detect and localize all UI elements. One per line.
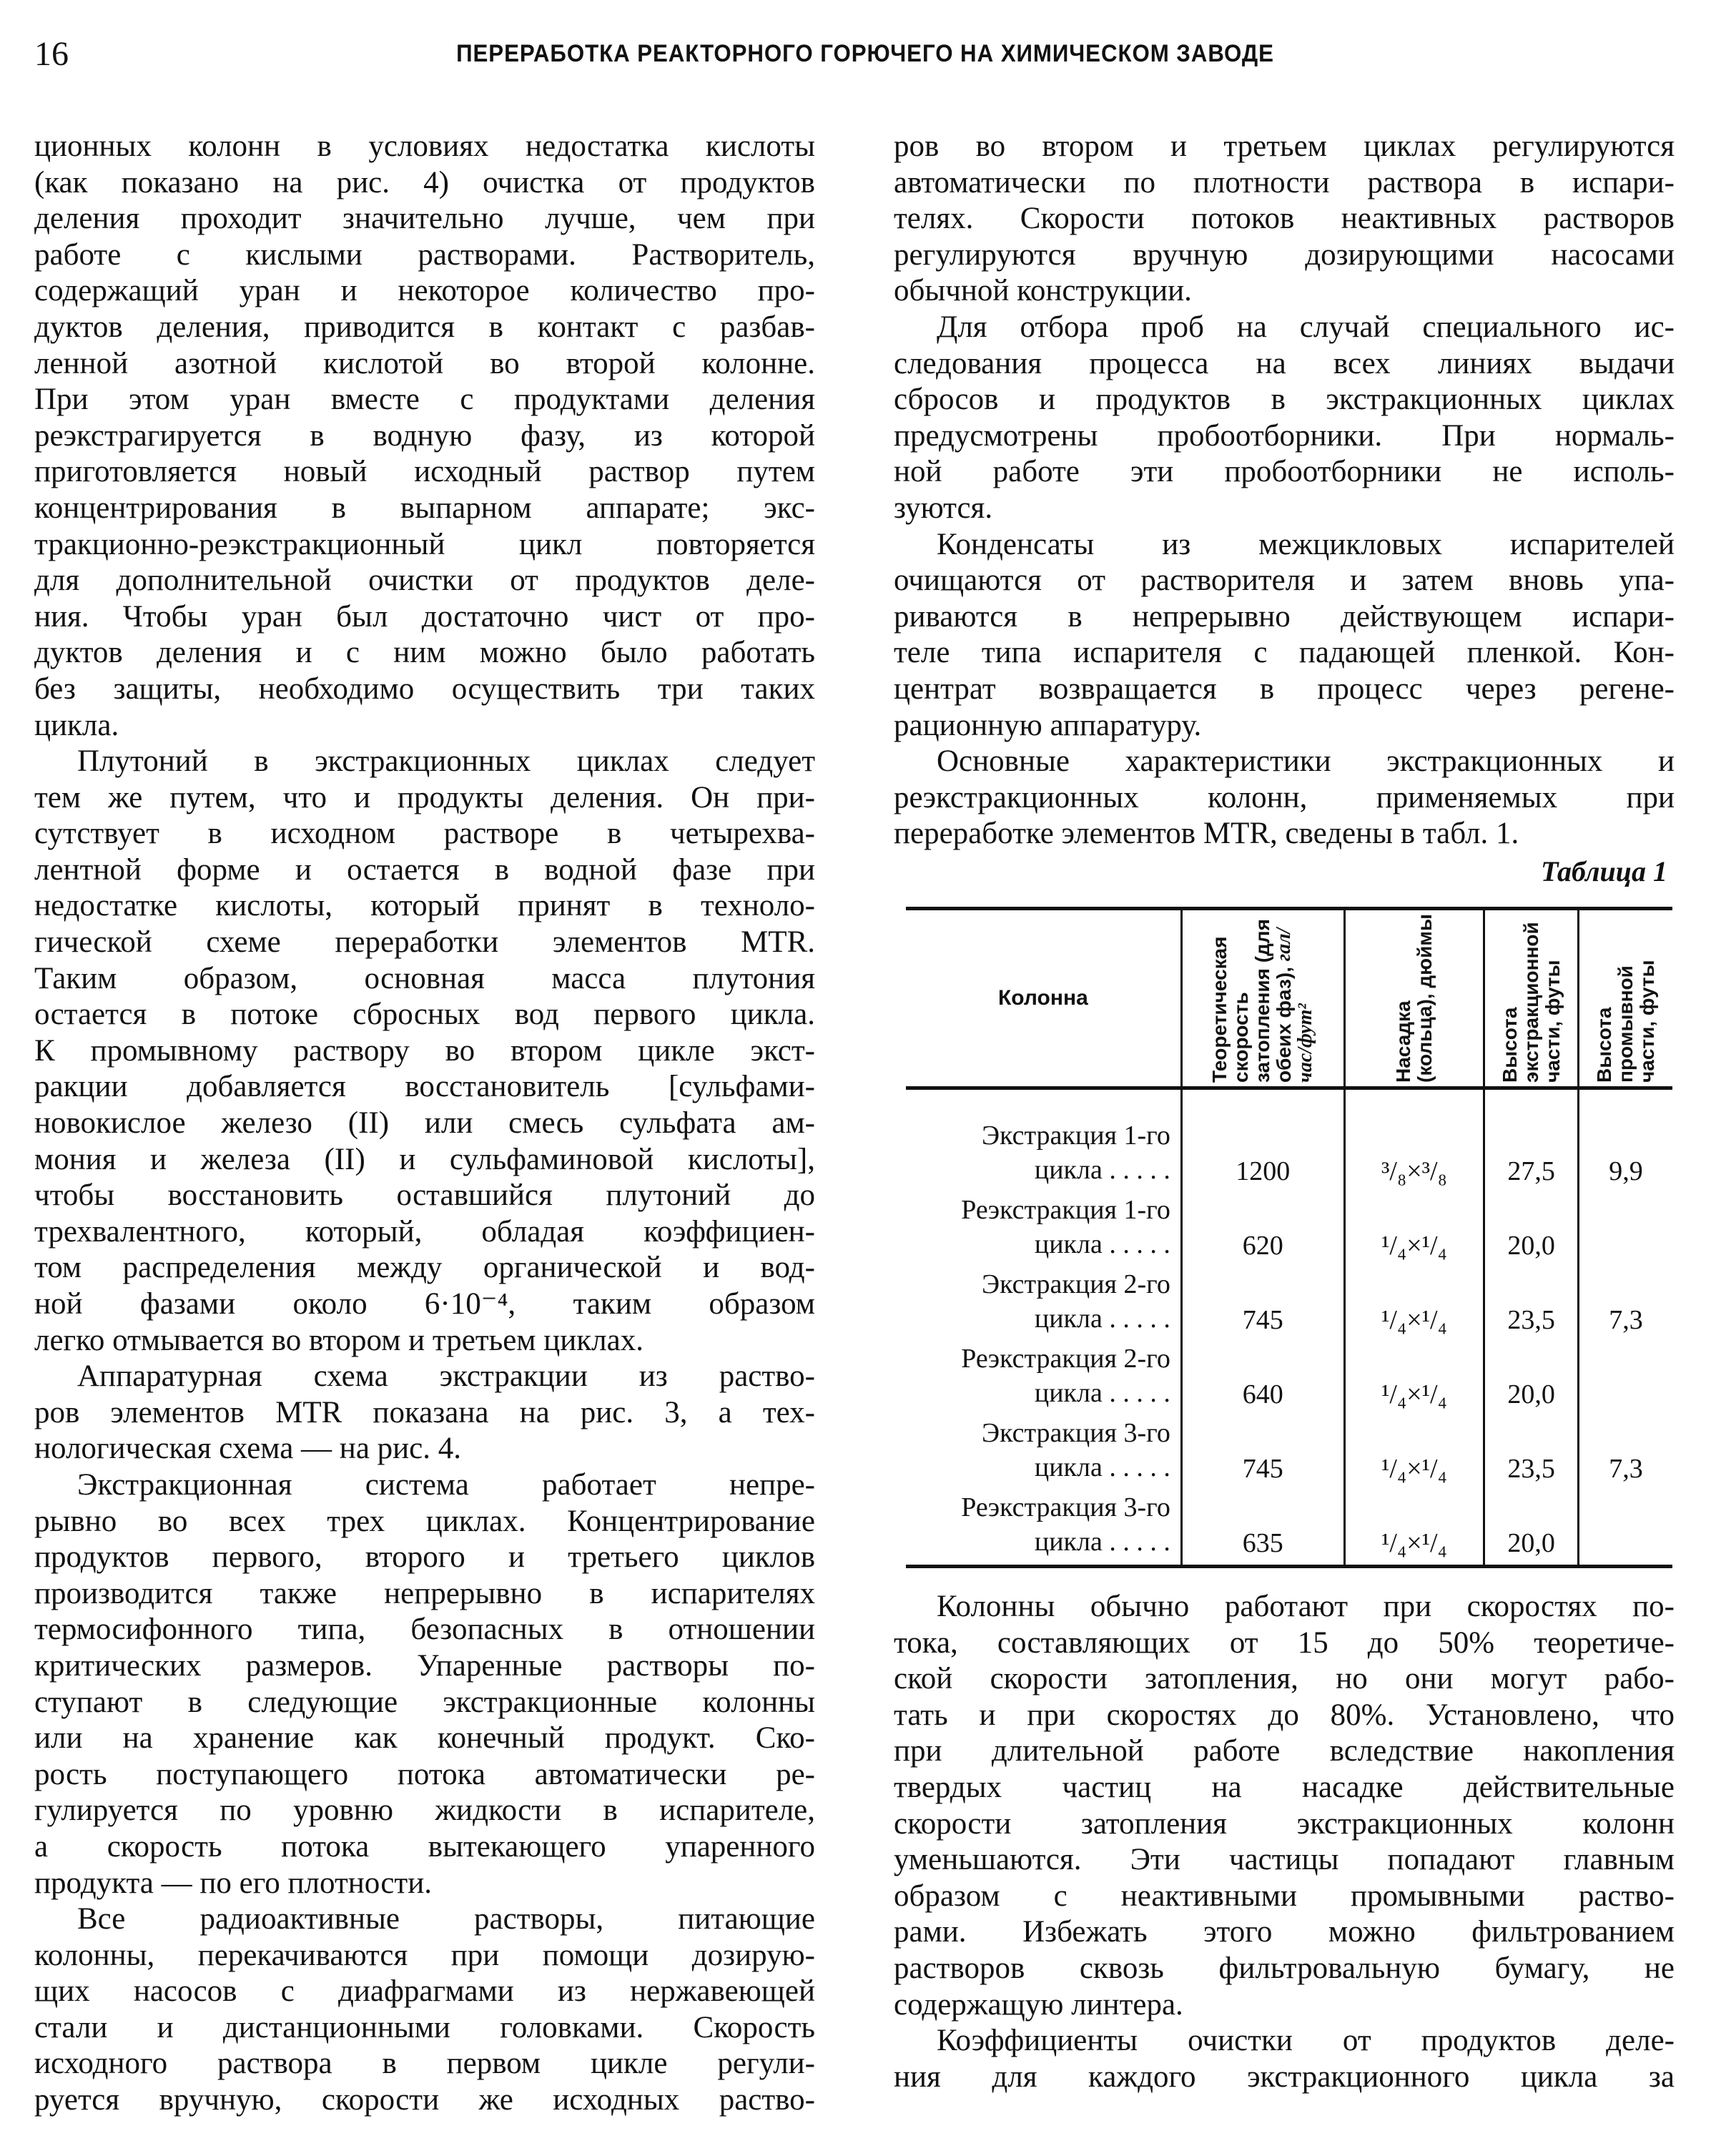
- table-row: [906, 1267, 1672, 1342]
- text-line: щих насосов с диафрагмами из нержавеющей: [34, 1974, 815, 2009]
- text-line: сутствует в исходном растворе в четырехва-: [34, 817, 815, 851]
- text-line: К промывному раствору во втором цикле экст-: [34, 1033, 815, 1068]
- cell-extraction-height: 20,0: [1484, 1342, 1579, 1416]
- text-line: недостатке кислоты, который принят в техноло-: [34, 889, 815, 923]
- header-scrub-height: [1579, 909, 1672, 1088]
- cell-extraction-height: 27,5: [1484, 1088, 1579, 1193]
- text-line: стали и дистанционными головками. Скорость: [34, 2010, 815, 2044]
- cell-scrub-height: 7,3: [1579, 1267, 1672, 1342]
- cell-extraction-height: 20,0: [1484, 1490, 1579, 1567]
- text-line: скорости затопления экстракционных колонн: [894, 1806, 1675, 1841]
- header-extraction-height: [1484, 909, 1579, 1088]
- text-line: Колонны обычно работают при скоростях по-: [937, 1590, 1675, 1623]
- paragraph: [34, 1359, 815, 1467]
- cell-flooding-rate: 1200: [1181, 1088, 1344, 1193]
- cell-column-name: [906, 1267, 1181, 1342]
- paragraph: [894, 2023, 1675, 2095]
- text-line: рами. Избежать этого можно фильтрованием: [894, 1915, 1675, 1949]
- cell-column-name: [906, 1088, 1181, 1193]
- text-line: Плутоний в экстракционных циклах следует: [77, 744, 815, 779]
- text-line: новокислое железо (II) или смесь сульфата ам-: [34, 1106, 815, 1141]
- text-line: риваются в непрерывно действующем испари-: [894, 599, 1675, 634]
- text-line: Таким образом, основная масса плутония: [34, 961, 815, 995]
- column-name-line: цикла . . . . .: [1034, 1378, 1170, 1408]
- cell-column-name: [906, 1490, 1181, 1567]
- column-name-line: цикла . . . . .: [1034, 1527, 1170, 1557]
- paragraph: [894, 527, 1675, 744]
- cell-packing: ¹/₄×¹/₄: [1344, 1416, 1484, 1490]
- text-line: трехвалентного, который, обладая коэффициен-: [34, 1214, 815, 1249]
- text-line: ров во втором и третьем циклах регулируются: [894, 129, 1675, 163]
- cell-scrub-height: 7,3: [1579, 1416, 1672, 1490]
- text-line: рывно во всех трех циклах. Концентрирование: [34, 1504, 815, 1538]
- text-line: цикла.: [34, 708, 119, 742]
- cell-scrub-height: 9,9: [1579, 1088, 1672, 1193]
- text-line: концентрирования в выпарном аппарате; экс-: [34, 491, 815, 525]
- column-name-line: Реэкстракция 1-го: [961, 1195, 1170, 1225]
- text-line: уменьшаются. Эти частицы попадают главным: [894, 1843, 1675, 1877]
- cell-column-name: [906, 1342, 1181, 1416]
- table-row: [906, 1342, 1672, 1416]
- cell-scrub-height: [1579, 1342, 1672, 1416]
- text-line: приготовляется новый исходный раствор путем: [34, 455, 815, 489]
- text-line: производится также непрерывно в испарителях: [34, 1576, 815, 1610]
- text-line: том распределения между органической и вод-: [34, 1251, 815, 1285]
- text-line: Конденсаты из межцикловых испарителей: [937, 527, 1675, 561]
- running-title: ПЕРЕРАБОТКА РЕАКТОРНОГО ГОРЮЧЕГО НА ХИМИЧЕСКОМ ЗАВОДЕ: [456, 40, 1274, 67]
- text-line: остается в потоке сбросных вод первого цикла.: [34, 998, 815, 1032]
- column-name-line: цикла . . . . .: [1034, 1229, 1170, 1259]
- cell-flooding-rate: 640: [1181, 1342, 1344, 1416]
- text-line: легко отмывается во втором и третьем циклах.: [34, 1323, 644, 1357]
- text-line: термосифонного типа, безопасных в отношении: [34, 1613, 815, 1647]
- text-line: предусмотрены пробоотборники. При нормаль-: [894, 418, 1675, 453]
- column-name-line: цикла . . . . .: [1034, 1304, 1170, 1334]
- text-line: реэкстрагируется в водную фазу, из которой: [34, 418, 815, 453]
- text-line: работе с кислыми растворами. Растворитель,: [34, 237, 815, 272]
- header-flooding-rate-text: Теоретическая скорость затопления (для обеих фаз),: [1208, 919, 1296, 1083]
- header-column: Колонна: [906, 909, 1181, 1088]
- table-row: [906, 1088, 1672, 1193]
- table-header-row: [906, 909, 1672, 1088]
- cell-scrub-height: [1579, 1490, 1672, 1567]
- header-flooding-rate-unit: гал/час/фут²: [1273, 927, 1317, 1083]
- cell-packing: ¹/₄×¹/₄: [1344, 1342, 1484, 1416]
- text-line: ния для каждого экстракционного цикла за: [894, 2059, 1675, 2094]
- paragraph: [894, 744, 1675, 852]
- right-column-bottom: [894, 1589, 1675, 2095]
- paragraph: [894, 129, 1675, 310]
- columns-table: [906, 907, 1672, 1568]
- text-line: ленной азотной кислотой во второй колонне.: [34, 346, 815, 380]
- text-line: рость поступающего потока автоматически ре-: [34, 1757, 815, 1791]
- text-line: телях. Скорости потоков неактивных растворов: [894, 202, 1675, 236]
- header-extraction-height-text: Высота экстракционной части, футы: [1498, 922, 1564, 1083]
- text-line: содержащий уран и некоторое количество про-: [34, 274, 815, 308]
- text-line: критических размеров. Упаренные растворы по-: [34, 1648, 815, 1683]
- text-line: для дополнительной очистки от продуктов деле-: [34, 563, 815, 598]
- column-name-line: Реэкстракция 3-го: [961, 1492, 1170, 1522]
- text-line: гической схеме переработки элементов MTR.: [34, 925, 815, 960]
- text-line: продукта — по его плотности.: [34, 1866, 432, 1900]
- cell-packing: ¹/₄×¹/₄: [1344, 1193, 1484, 1267]
- cell-extraction-height: 20,0: [1484, 1193, 1579, 1267]
- text-line: тракционно-реэкстракционный цикл повторяется: [34, 527, 815, 561]
- text-line: переработке элементов MTR, сведены в табл. 1.: [894, 817, 1519, 851]
- column-name-line: цикла . . . . .: [1034, 1452, 1170, 1482]
- text-line: дуктов деления и с ним можно было работать: [34, 636, 815, 670]
- cell-packing: ¹/₄×¹/₄: [1344, 1267, 1484, 1342]
- text-line: без защиты, необходимо осуществить три таких: [34, 671, 815, 706]
- text-line: лентной форме и остается в водной фазе при: [34, 852, 815, 887]
- text-line: Экстракционная система работает непре-: [77, 1467, 815, 1502]
- cell-extraction-height: 23,5: [1484, 1416, 1579, 1490]
- text-line: автоматически по плотности раствора в испари-: [894, 165, 1675, 200]
- text-line: или на хранение как конечный продукт. Ско-: [34, 1721, 815, 1756]
- right-column-top: [894, 129, 1675, 852]
- cell-column-name: [906, 1416, 1181, 1490]
- text-line: исходного раствора в первом цикле регули-: [34, 2047, 815, 2081]
- text-line: ционных колонн в условиях недостатка кислоты: [34, 129, 815, 163]
- header-flooding-rate: [1181, 909, 1344, 1088]
- text-line: деления проходит значительно лучше, чем при: [34, 202, 815, 236]
- text-line: ской скорости затопления, но они могут рабо-: [894, 1662, 1675, 1696]
- text-line: нологическая схема — на рис. 4.: [34, 1432, 462, 1466]
- table-row: [906, 1490, 1672, 1567]
- cell-flooding-rate: 745: [1181, 1267, 1344, 1342]
- text-line: сбросов и продуктов в экстракционных циклах: [894, 383, 1675, 417]
- text-line: ной работе эти пробоотборники не исполь-: [894, 455, 1675, 489]
- paragraph: [34, 129, 815, 744]
- text-line: Основные характеристики экстракционных и: [937, 744, 1675, 779]
- text-line: тока, составляющих от 15 до 50% теоретиче-: [894, 1625, 1675, 1660]
- cell-scrub-height: [1579, 1193, 1672, 1267]
- text-line: ступают в следующие экстракционные колонны: [34, 1685, 815, 1719]
- column-name-line: цикла . . . . .: [1034, 1155, 1170, 1185]
- text-line: продуктов первого, второго и третьего циклов: [34, 1540, 815, 1575]
- text-line: при длительной работе вследствие накопления: [894, 1734, 1675, 1768]
- column-name-line: Экстракция 2-го: [982, 1269, 1170, 1299]
- paragraph: [34, 1467, 815, 1901]
- table-row: [906, 1416, 1672, 1490]
- text-line: руется вручную, скорости же исходных раство-: [34, 2083, 815, 2117]
- text-line: обычной конструкции.: [894, 274, 1192, 308]
- cell-packing: ¹/₄×¹/₄: [1344, 1490, 1484, 1567]
- column-name-line: Экстракция 3-го: [982, 1418, 1170, 1448]
- text-line: зуются.: [894, 491, 993, 525]
- cell-flooding-rate: 745: [1181, 1416, 1344, 1490]
- text-line: Коэффициенты очистки от продуктов деле-: [937, 2024, 1675, 2058]
- text-line: Аппаратурная схема экстракции из раство-: [77, 1359, 815, 1394]
- column-name-line: Экстракция 1-го: [982, 1121, 1170, 1151]
- column-name-line: Реэкстракция 2-го: [961, 1344, 1170, 1374]
- paragraph: [894, 310, 1675, 527]
- text-line: теле типа испарителя с падающей пленкой. Кон-: [894, 636, 1675, 670]
- header-packing-text: Насадка (кольца), дюймы: [1391, 914, 1436, 1083]
- cell-flooding-rate: 635: [1181, 1490, 1344, 1567]
- text-line: дуктов деления, приводится в контакт с разбав-: [34, 310, 815, 344]
- text-line: очищаются от растворителя и затем вновь упа-: [894, 563, 1675, 598]
- text-line: ния. Чтобы уран был достаточно чист от про-: [34, 599, 815, 634]
- text-line: рационную аппаратуру.: [894, 708, 1202, 742]
- table-body: [906, 1088, 1672, 1567]
- text-line: Все радиоактивные растворы, питающие: [77, 1902, 815, 1936]
- text-line: тать и при скоростях до 80%. Установлено, что: [894, 1698, 1675, 1732]
- text-line: ной фазами около 6·10⁻⁴, таким образом: [34, 1287, 815, 1321]
- text-line: реэкстракционных колонн, применяемых при: [894, 780, 1675, 814]
- cell-flooding-rate: 620: [1181, 1193, 1344, 1267]
- left-column: [34, 129, 815, 2119]
- text-line: растворов сквозь фильтровальную бумагу, не: [894, 1951, 1675, 1985]
- cell-column-name: [906, 1193, 1181, 1267]
- table-row: [906, 1193, 1672, 1267]
- text-line: колонны, перекачиваются при помощи дозирую-: [34, 1938, 815, 1972]
- text-line: ракции добавляется восстановитель [сульфами-: [34, 1070, 815, 1104]
- text-line: а скорость потока вытекающего упаренного: [34, 1829, 815, 1864]
- text-line: образом с неактивными промывными раство-: [894, 1879, 1675, 1913]
- paragraph: [894, 1589, 1675, 2023]
- cell-packing: ³/₈×³/₈: [1344, 1088, 1484, 1193]
- text-line: чтобы восстановить оставшийся плутоний до: [34, 1178, 815, 1213]
- text-line: твердых частиц на насадке действительные: [894, 1770, 1675, 1804]
- text-line: гулируется по уровню жидкости в испарителе,: [34, 1793, 815, 1828]
- text-line: (как показано на рис. 4) очистка от продуктов: [34, 165, 815, 200]
- text-line: регулируются вручную дозирующими насосами: [894, 237, 1675, 272]
- text-line: ров элементов MTR показана на рис. 3, а тех-: [34, 1395, 815, 1429]
- cell-extraction-height: 23,5: [1484, 1267, 1579, 1342]
- text-line: тем же путем, что и продукты деления. Он при-: [34, 780, 815, 814]
- table-caption: Таблица 1: [1541, 855, 1667, 887]
- text-line: центрат возвращается в процесс через регене-: [894, 671, 1675, 706]
- text-line: содержащую линтера.: [894, 1987, 1183, 2022]
- text-line: Для отбора проб на случай специального ис-: [937, 310, 1675, 344]
- paragraph: [34, 1901, 815, 2119]
- header-packing: [1344, 909, 1484, 1088]
- page-number: 16: [34, 35, 69, 73]
- header-scrub-height-text: Высота промывной части, футы: [1593, 960, 1659, 1083]
- text-line: При этом уран вместе с продуктами деления: [34, 383, 815, 417]
- paragraph: [34, 744, 815, 1359]
- text-line: следования процесса на всех линиях выдачи: [894, 346, 1675, 380]
- text-line: мония и железа (II) и сульфаминовой кислоты],: [34, 1142, 815, 1176]
